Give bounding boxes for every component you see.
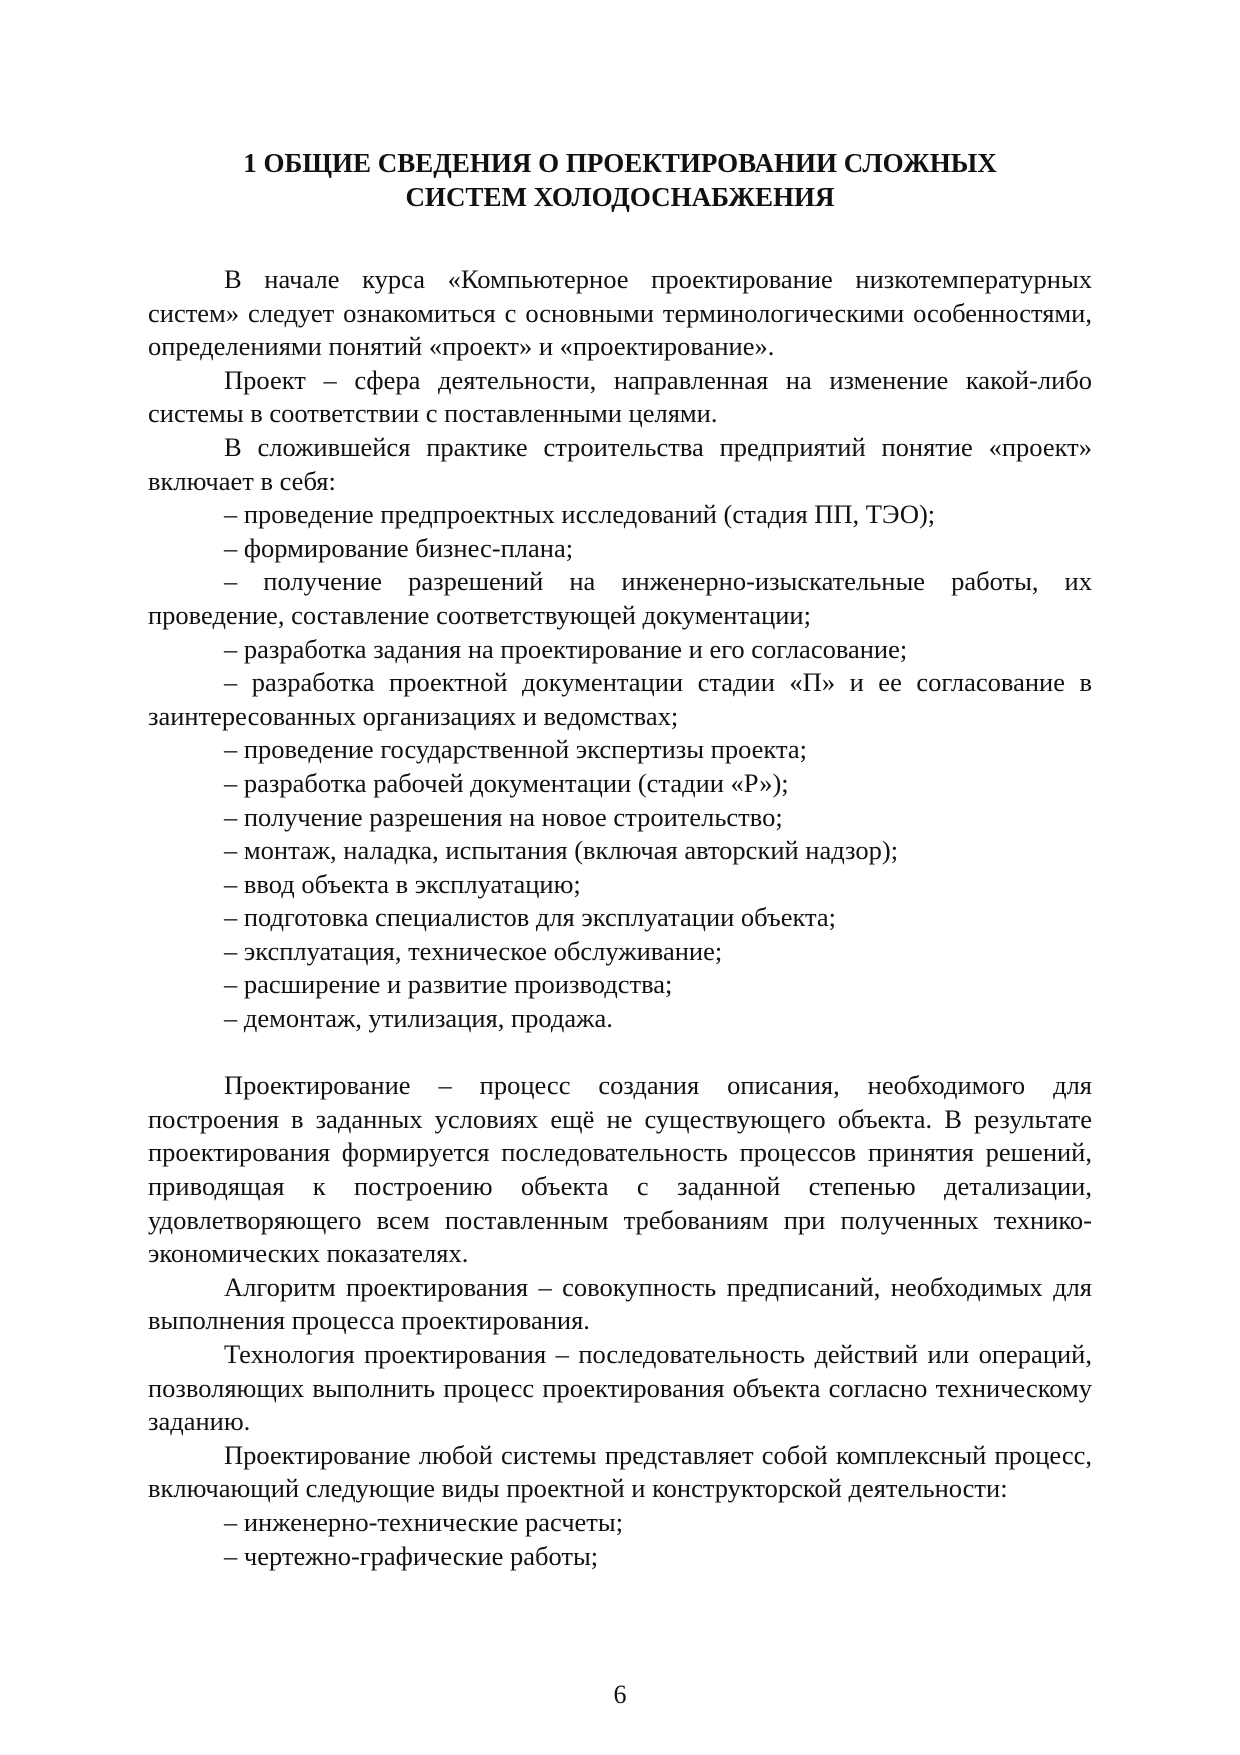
paragraph-intro: В начале курса «Компьютерное проектирование низкотемпературных систем» следует ознакомиться с основными терминологическими особенностями, определениями понятий «проект» и «проектирование». [148, 264, 1092, 362]
section-title-line-1: 1 ОБЩИЕ СВЕДЕНИЯ О ПРОЕКТИРОВАНИИ СЛОЖНЫХ [243, 148, 997, 178]
list-item: – подготовка специалистов для эксплуатации объекта; [224, 902, 837, 933]
list-item: – получение разрешения на новое строительство; [224, 801, 783, 832]
paragraph-design-algorithm: Алгоритм проектирования – совокупность предписаний, необходимых для выполнения процесса проектирования. [148, 1271, 1092, 1336]
list-item: – разработка задания на проектирование и его согласование; [224, 633, 908, 664]
list-item: – эксплуатация, техническое обслуживание; [224, 935, 723, 966]
list-item: – получение разрешений на инженерно-изыскательные работы, их проведение, составление соответствующей документации; [148, 566, 1092, 630]
list-item: – демонтаж, утилизация, продажа. [224, 1003, 613, 1034]
paragraph-design-activities: Проектирование любой системы представляет собой комплексный процесс, включающий следующие виды проектной и конструкторской деятельности: [148, 1439, 1092, 1504]
paragraph-project-practice: В сложившейся практике строительства предприятий понятие «проект» включает в себя: [148, 431, 1092, 496]
list-item: – разработка проектной документации стадии «П» и ее согласование в заинтересованных организациях и ведомствах; [148, 667, 1092, 731]
paragraph-project-definition: Проект – сфера деятельности, направленная на изменение какой-либо системы в соответствии с поставленными целями. [148, 364, 1092, 429]
list-item: – формирование бизнес-плана; [224, 532, 574, 563]
section-title-line-2: СИСТЕМ ХОЛОДОСНАБЖЕНИЯ [405, 182, 835, 212]
list-item: – расширение и развитие производства; [224, 969, 673, 1000]
paragraph-spacer [148, 1036, 1092, 1070]
paragraph-design-definition: Проектирование – процесс создания описания, необходимого для построения в заданных условиях ещё не существующего объекта. В результате проектирования формируется последовательность процессов принятия решений, приводящая к построению объекта с заданной степенью детализации, удовлетворяющего всем поставленным требованиям при полученных технико-экономических показателях. [148, 1070, 1092, 1269]
section-title [150, 146, 1090, 214]
list-item: – чертежно-графические работы; [224, 1540, 599, 1571]
list-item: – проведение государственной экспертизы проекта; [224, 734, 807, 765]
list-item: – проведение предпроектных исследований (стадия ПП, ТЭО); [224, 499, 936, 530]
list-item: – разработка рабочей документации (стадии «Р»); [224, 767, 789, 798]
list-item: – монтаж, наладка, испытания (включая авторский надзор); [224, 835, 899, 866]
page-number: 6 [613, 1680, 627, 1709]
list-item: – инженерно-технические расчеты; [224, 1506, 624, 1537]
list-item: – ввод объекта в эксплуатацию; [224, 868, 581, 899]
paragraph-design-technology: Технология проектирования – последовательность действий или операций, позволяющих выполнить процесс проектирования объекта согласно техническому заданию. [148, 1339, 1092, 1437]
body-text [148, 263, 1092, 1573]
